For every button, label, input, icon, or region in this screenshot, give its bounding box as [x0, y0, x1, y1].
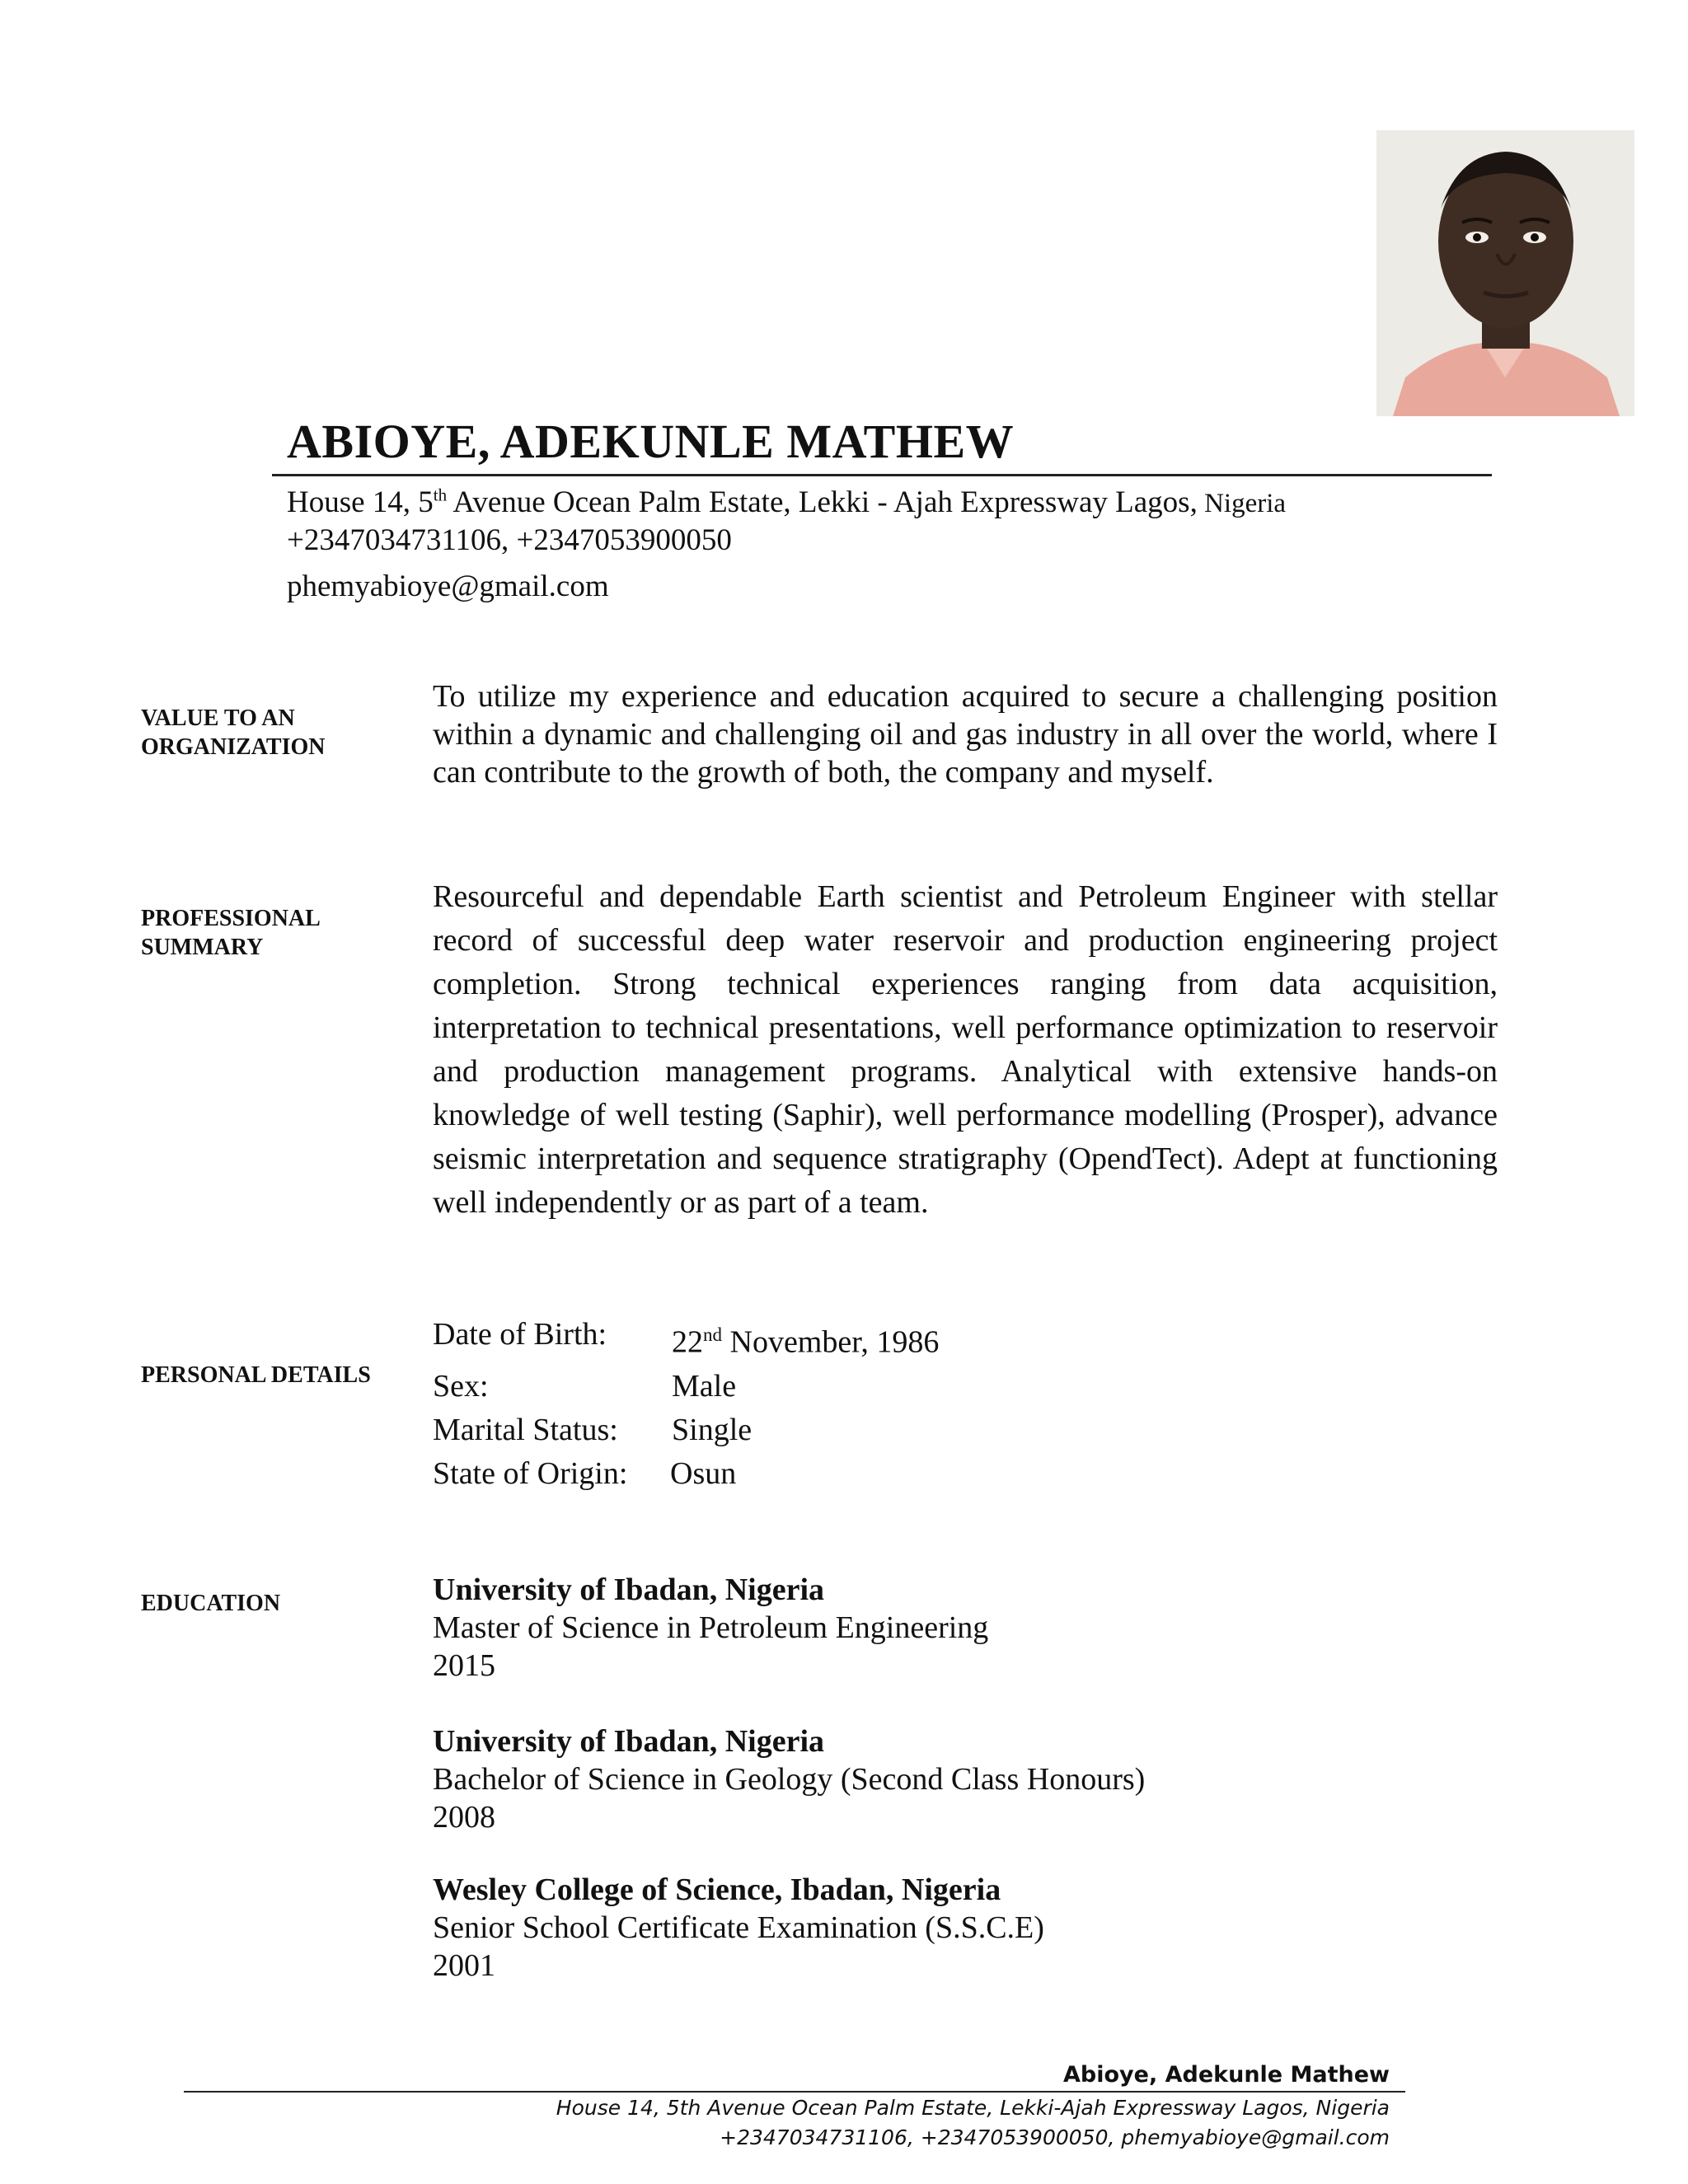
header-email[interactable]: phemyabioye@gmail.com — [287, 569, 609, 603]
section-label-education: EDUCATION — [141, 1591, 281, 1616]
footer-name: Abioye, Adekunle Mathew — [1063, 2062, 1390, 2088]
label-line: ORGANIZATION — [141, 734, 326, 760]
section-label-summary — [141, 904, 413, 962]
degree: Bachelor of Science in Geology (Second Class Honours) — [433, 1762, 1146, 1797]
year: 2015 — [433, 1648, 495, 1683]
header-address — [287, 485, 1286, 520]
section-label-personal: PERSONAL DETAILS — [141, 1362, 371, 1388]
address-part-1: House 14, 5 — [287, 485, 434, 519]
personal-details — [433, 1313, 939, 1496]
label-line: VALUE TO AN — [141, 705, 295, 731]
label-line: PROFESSIONAL — [141, 906, 321, 931]
detail-row-dob — [433, 1313, 939, 1365]
detail-key: State of Origin: — [433, 1455, 628, 1491]
footer-address: House 14, 5th Avenue Ocean Palm Estate, Lekki-Ajah Expressway Lagos, Nigeria — [556, 2096, 1390, 2120]
objective-text: To utilize my experience and education acquired to secure a challenging position within a dynamic and challenging oil and gas industry in all over the world, where I can contribute to the growth of both, the company and myself. — [433, 679, 1498, 790]
detail-value: Osun — [670, 1455, 737, 1491]
profile-photo — [1376, 130, 1634, 416]
dob-day: 22 — [672, 1324, 703, 1360]
degree: Senior School Certificate Examination (S.S.C.E) — [433, 1910, 1044, 1945]
school-name: University of Ibadan, Nigeria — [433, 1724, 824, 1759]
detail-value — [672, 1313, 939, 1365]
detail-value: Single — [672, 1412, 753, 1447]
dob-ordinal: nd — [703, 1324, 722, 1345]
address-part-2: Avenue Ocean Palm Estate, Lekki - Ajah Expressway Lagos, — [447, 485, 1198, 519]
detail-row-marital — [433, 1408, 939, 1452]
address-ordinal: th — [433, 485, 448, 505]
detail-row-origin — [433, 1452, 939, 1496]
education-entry — [433, 1722, 1145, 1836]
education-entry — [433, 1571, 988, 1685]
header-phone: +2347034731106, +2347053900050 — [287, 523, 732, 557]
dob-rest: November, 1986 — [722, 1324, 940, 1360]
school-name: Wesley College of Science, Ibadan, Nigeria — [433, 1872, 1001, 1907]
address-country: Nigeria — [1197, 489, 1287, 518]
year: 2008 — [433, 1800, 495, 1835]
detail-key: Sex: — [433, 1368, 489, 1404]
label-line: SUMMARY — [141, 935, 264, 960]
footer-divider — [184, 2091, 1405, 2093]
school-name: University of Ibadan, Nigeria — [433, 1572, 824, 1607]
detail-value: Male — [672, 1368, 737, 1404]
portrait-image — [1376, 130, 1634, 416]
education-entry — [433, 1871, 1044, 1985]
candidate-name: ABIOYE, ADEKUNLE MATHEW — [287, 415, 1015, 468]
summary-text: Resourceful and dependable Earth scientist and Petroleum Engineer with stellar record of successful deep water reservoir and production engineering project completion. Strong technical experiences ranging from data acquisition, interpretation to technical presentations, well performance optimization to reservoir and production management programs. Analytical with extensive hands-on knowledge of well testing (Saphir), well performance modelling (Prosper), advance seismic interpretation and sequence stratigraphy (OpendTect). Adept at functioning well independently or as part of a team. — [433, 879, 1498, 1220]
detail-key: Date of Birth: — [433, 1317, 607, 1352]
detail-row-sex — [433, 1365, 939, 1408]
detail-key: Marital Status: — [433, 1412, 618, 1447]
degree: Master of Science in Petroleum Engineering — [433, 1610, 989, 1645]
footer-contact: +2347034731106, +2347053900050, phemyabioye@gmail.com — [720, 2125, 1390, 2149]
section-label-objective — [141, 704, 413, 762]
year: 2001 — [433, 1948, 495, 1983]
name-divider — [272, 474, 1492, 476]
